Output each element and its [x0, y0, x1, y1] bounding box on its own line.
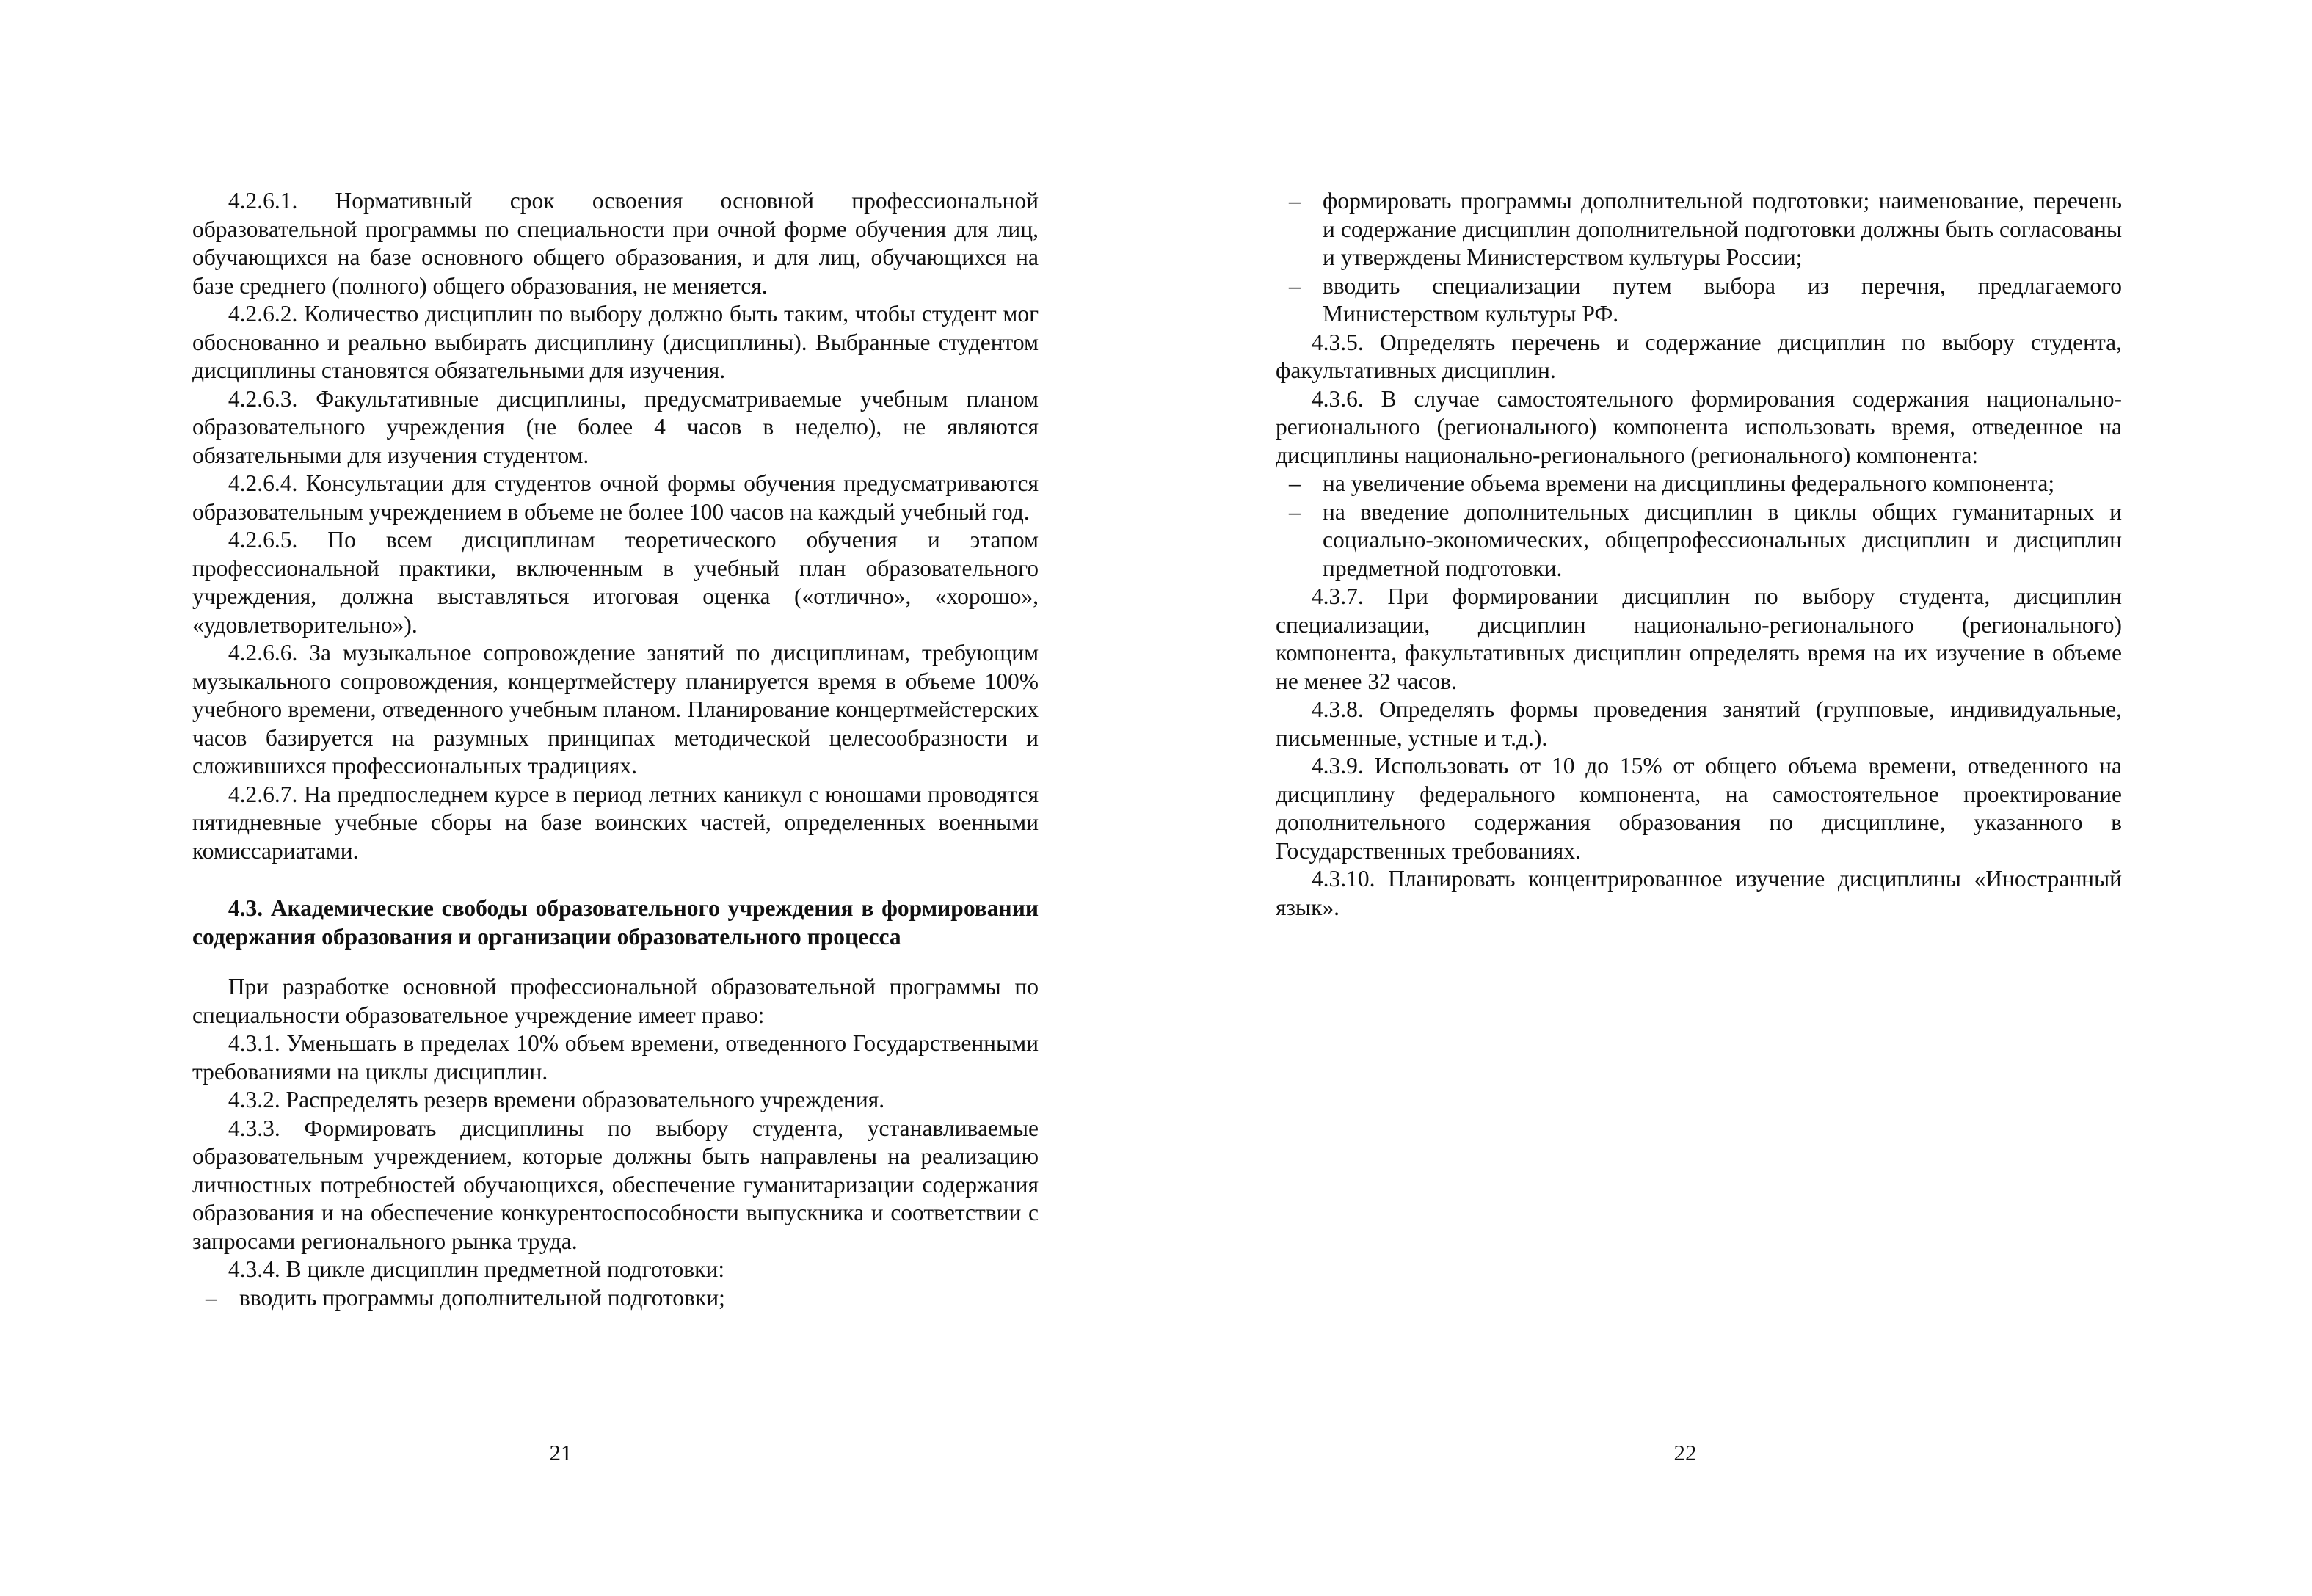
paragraph-4-3-3: 4.3.3. Формировать дисциплины по выбору студента, устанавливаемые образовательным учреждением, которые должны быть направлены на реализацию личностных потребностей обучающихся, обеспечение гуманитаризации содержания образования и на обеспечение конкурентоспособности выпускника и соответствии с запросами регионального рынка труда. — [192, 1115, 1039, 1254]
paragraph-4-3-8: 4.3.8. Определять формы проведения занятий (групповые, индивидуальные, письменные, устные и т.д.). — [1276, 696, 2122, 751]
paragraph-4-2-6-4: 4.2.6.4. Консультации для студентов очной формы обучения предусматриваются образовательным учреждением в объеме не более 100 часов на каждый учебный год. — [192, 470, 1039, 525]
paragraph-4-3-9: 4.3.9. Использовать от 10 до 15% от общего объема времени, отведенного на дисциплину федерального компонента, на самостоятельное проектирование дополнительного содержания образования по дисциплине, указанного в Государственных требованиях. — [1276, 753, 2122, 864]
paragraph-4-3-10: 4.3.10. Планировать концентрированное изучение дисциплины «Иностранный язык». — [1276, 866, 2122, 920]
list-item — [1276, 470, 2122, 498]
section-heading-4-3: 4.3. Академические свободы образовательного учреждения в формировании содержания образования и организации образовательного процесса — [192, 895, 1039, 950]
page-number-left: 21 — [549, 1440, 572, 1465]
list-item — [1276, 272, 2122, 329]
dash-bullet: – — [1289, 272, 1301, 299]
list-item-text: вводить программы дополнительной подготовки; — [239, 1284, 725, 1311]
list-item-text: на увеличение объема времени на дисциплины федерального компонента; — [1323, 470, 2055, 496]
paragraph-4-2-6-3: 4.2.6.3. Факультативные дисциплины, предусматриваемые учебным планом образовательного учреждения (не более 4 часов в неделю), не являются обязательными для изучения студентом. — [192, 385, 1039, 468]
paragraph-4-3-2: 4.3.2. Распределять резерв времени образовательного учреждения. — [228, 1087, 885, 1112]
dash-bullet: – — [1289, 188, 1301, 214]
paragraph-4-3-1: 4.3.1. Уменьшать в пределах 10% объем времени, отведенного Государственными требованиями на циклы дисциплин. — [192, 1030, 1039, 1085]
left-text-column — [192, 187, 1039, 1312]
list-item — [1276, 498, 2122, 583]
paragraph-4-3-4: 4.3.4. В цикле дисциплин предметной подготовки: — [228, 1256, 725, 1282]
list-item — [192, 1284, 1039, 1313]
paragraph-intro: При разработке основной профессиональной образовательной программы по специальности образовательное учреждение имеет право: — [192, 974, 1039, 1028]
paragraph-4-2-6-2: 4.2.6.2. Количество дисциплин по выбору должно быть таким, чтобы студент мог обоснованно и реально выбирать дисциплину (дисциплины). Выбранные студентом дисциплины становятся обязательными для изучения. — [192, 301, 1039, 383]
dash-bullet: – — [1289, 498, 1301, 525]
list-item-text: вводить специализации путем выбора из перечня, предлагаемого Министерством культуры РФ. — [1323, 272, 2122, 327]
right-text-column — [1276, 187, 2122, 922]
paragraph-4-3-6: 4.3.6. В случае самостоятельного формирования содержания национально-регионального (регионального) компонента использовать время, отведенное на дисциплины национально-регионального (регионального) компонента: — [1276, 385, 2122, 468]
paragraph-4-2-6-1: 4.2.6.1. Нормативный срок освоения основной профессиональной образовательной программы по специальности при очной форме обучения для лиц, обучающихся на базе основного общего образования, и для лиц, обучающихся на базе среднего (полного) общего образования, не меняется. — [192, 188, 1039, 299]
paragraph-4-2-6-7: 4.2.6.7. На предпоследнем курсе в период летних каникул с юношами проводятся пятидневные учебные сборы на базе воинских частей, определенных военными комиссариатами. — [192, 781, 1039, 864]
page-number-right: 22 — [1673, 1440, 1697, 1465]
paragraph-4-3-7: 4.3.7. При формировании дисциплин по выбору студента, дисциплин специализации, дисциплин национально-регионального (регионального) компонента, факультативных дисциплин определять время на их изучение в объеме не менее 32 часов. — [1276, 583, 2122, 694]
dash-bullet: – — [1289, 470, 1301, 496]
list-item — [1276, 187, 2122, 272]
list-item-text: формировать программы дополнительной подготовки; наименование, перечень и содержание дисциплин дополнительной подготовки должны быть согласованы и утверждены Министерством культуры России; — [1323, 188, 2122, 270]
paragraph-4-2-6-6: 4.2.6.6. За музыкальное сопровождение занятий по дисциплинам, требующим музыкального сопровождения, концертмейстеру планируется время в объеме 100% учебного времени, отведенного учебным планом. Планирование концертмейстерских часов базируется на разумных принципах методической целесообразности и сложившихся профессиональных традициях. — [192, 640, 1039, 779]
list-item-text: на введение дополнительных дисциплин в циклы общих гуманитарных и социально-экономических, общепрофессиональных дисциплин и дисциплин предметной подготовки. — [1323, 498, 2122, 581]
dash-bullet: – — [206, 1284, 217, 1311]
paragraph-4-2-6-5: 4.2.6.5. По всем дисциплинам теоретического обучения и этапом профессиональной практики, включенным в учебный план образовательного учреждения, должна выставляться итоговая оценка («отлично», «хорошо», «удовлетворительно»). — [192, 527, 1039, 638]
right-page — [1156, 0, 2312, 1596]
paragraph-4-3-5: 4.3.5. Определять перечень и содержание дисциплин по выбору студента, факультативных дисциплин. — [1276, 329, 2122, 383]
